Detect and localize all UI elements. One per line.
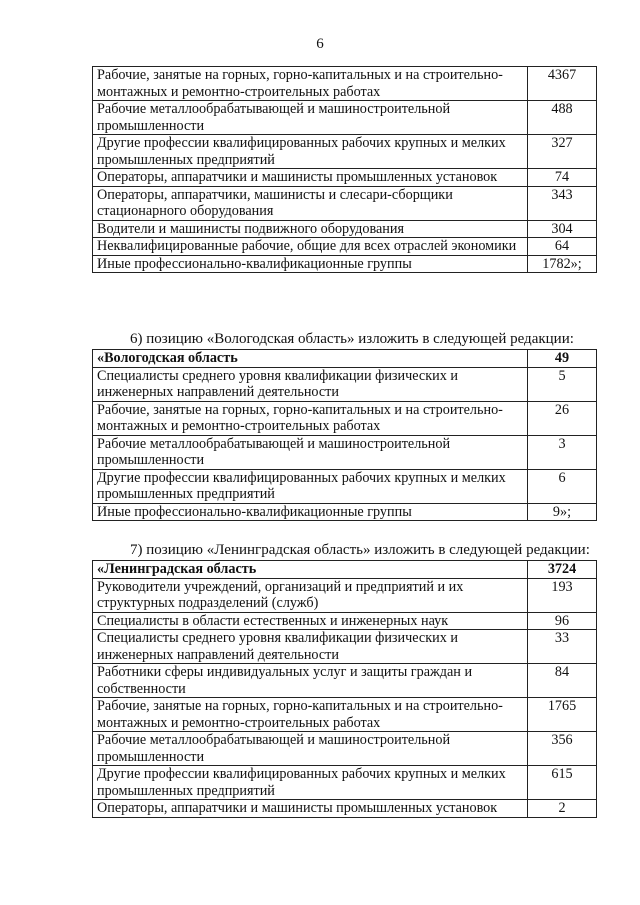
row-value: 96 [528,612,597,630]
table-row [93,255,597,273]
table-row [93,503,597,521]
row-label: Рабочие металлообрабатывающей и машиностроительной промышленности [93,435,528,469]
row-value: 33 [528,630,597,664]
row-value: 304 [528,220,597,238]
row-value: 9»; [528,503,597,521]
row-label: Специалисты в области естественных и инженерных наук [93,612,528,630]
region-total: 3724 [528,561,597,579]
table-row [93,732,597,766]
row-value: 5 [528,367,597,401]
table-row [93,401,597,435]
row-value: 64 [528,238,597,256]
row-label: Рабочие металлообрабатывающей и машиностроительной промышленности [93,101,528,135]
table-row [93,578,597,612]
table-continued [92,66,597,273]
row-label: Иные профессионально-квалификационные группы [93,255,528,273]
table-row [93,220,597,238]
table-row [93,630,597,664]
table-row [93,435,597,469]
paragraph-vologda: 6) позицию «Вологодская область» изложить в следующей редакции: [130,331,574,347]
row-label: Рабочие, занятые на горных, горно-капитальных и на строительно-монтажных и ремонтно-строительных работах [93,698,528,732]
row-label: Неквалифицированные рабочие, общие для всех отраслей экономики [93,238,528,256]
row-label: Рабочие, занятые на горных, горно-капитальных и на строительно-монтажных и ремонтно-строительных работах [93,67,528,101]
row-value: 1782»; [528,255,597,273]
row-label: Специалисты среднего уровня квалификации физических и инженерных направлений деятельности [93,367,528,401]
region-name: «Ленинградская область [93,561,528,579]
row-label: Операторы, аппаратчики, машинисты и слесари-сборщики стационарного оборудования [93,186,528,220]
row-label: Операторы, аппаратчики и машинисты промышленных установок [93,169,528,187]
row-label: Операторы, аппаратчики и машинисты промышленных установок [93,800,528,818]
table-row [93,135,597,169]
table-header-row [93,350,597,368]
table-row [93,186,597,220]
table-row [93,169,597,187]
row-value: 6 [528,469,597,503]
table-vologda [92,349,597,521]
region-total: 49 [528,350,597,368]
row-label: Руководители учреждений, организаций и предприятий и их структурных подразделений (служб) [93,578,528,612]
row-label: Водители и машинисты подвижного оборудования [93,220,528,238]
row-value: 4367 [528,67,597,101]
row-value: 615 [528,766,597,800]
table-row [93,664,597,698]
table-row [93,67,597,101]
row-value: 1765 [528,698,597,732]
row-value: 356 [528,732,597,766]
row-label: Работники сферы индивидуальных услуг и защиты граждан и собственности [93,664,528,698]
table-row [93,367,597,401]
paragraph-leningrad: 7) позицию «Ленинградская область» изложить в следующей редакции: [130,542,590,558]
table-row [93,238,597,256]
row-label: Другие профессии квалифицированных рабочих крупных и мелких промышленных предприятий [93,135,528,169]
table-row [93,800,597,818]
row-value: 193 [528,578,597,612]
row-value: 343 [528,186,597,220]
table-row [93,469,597,503]
row-label: Рабочие, занятые на горных, горно-капитальных и на строительно-монтажных и ремонтно-строительных работах [93,401,528,435]
table-header-row [93,561,597,579]
row-value: 74 [528,169,597,187]
table-row [93,101,597,135]
page-number: 6 [316,36,324,52]
table-leningrad [92,560,597,818]
row-value: 327 [528,135,597,169]
table-row [93,612,597,630]
row-value: 3 [528,435,597,469]
row-label: Рабочие металлообрабатывающей и машиностроительной промышленности [93,732,528,766]
table-row [93,698,597,732]
row-label: Иные профессионально-квалификационные группы [93,503,528,521]
table-row [93,766,597,800]
row-label: Другие профессии квалифицированных рабочих крупных и мелких промышленных предприятий [93,469,528,503]
row-value: 2 [528,800,597,818]
row-label: Специалисты среднего уровня квалификации физических и инженерных направлений деятельности [93,630,528,664]
row-value: 488 [528,101,597,135]
region-name: «Вологодская область [93,350,528,368]
row-label: Другие профессии квалифицированных рабочих крупных и мелких промышленных предприятий [93,766,528,800]
row-value: 84 [528,664,597,698]
row-value: 26 [528,401,597,435]
